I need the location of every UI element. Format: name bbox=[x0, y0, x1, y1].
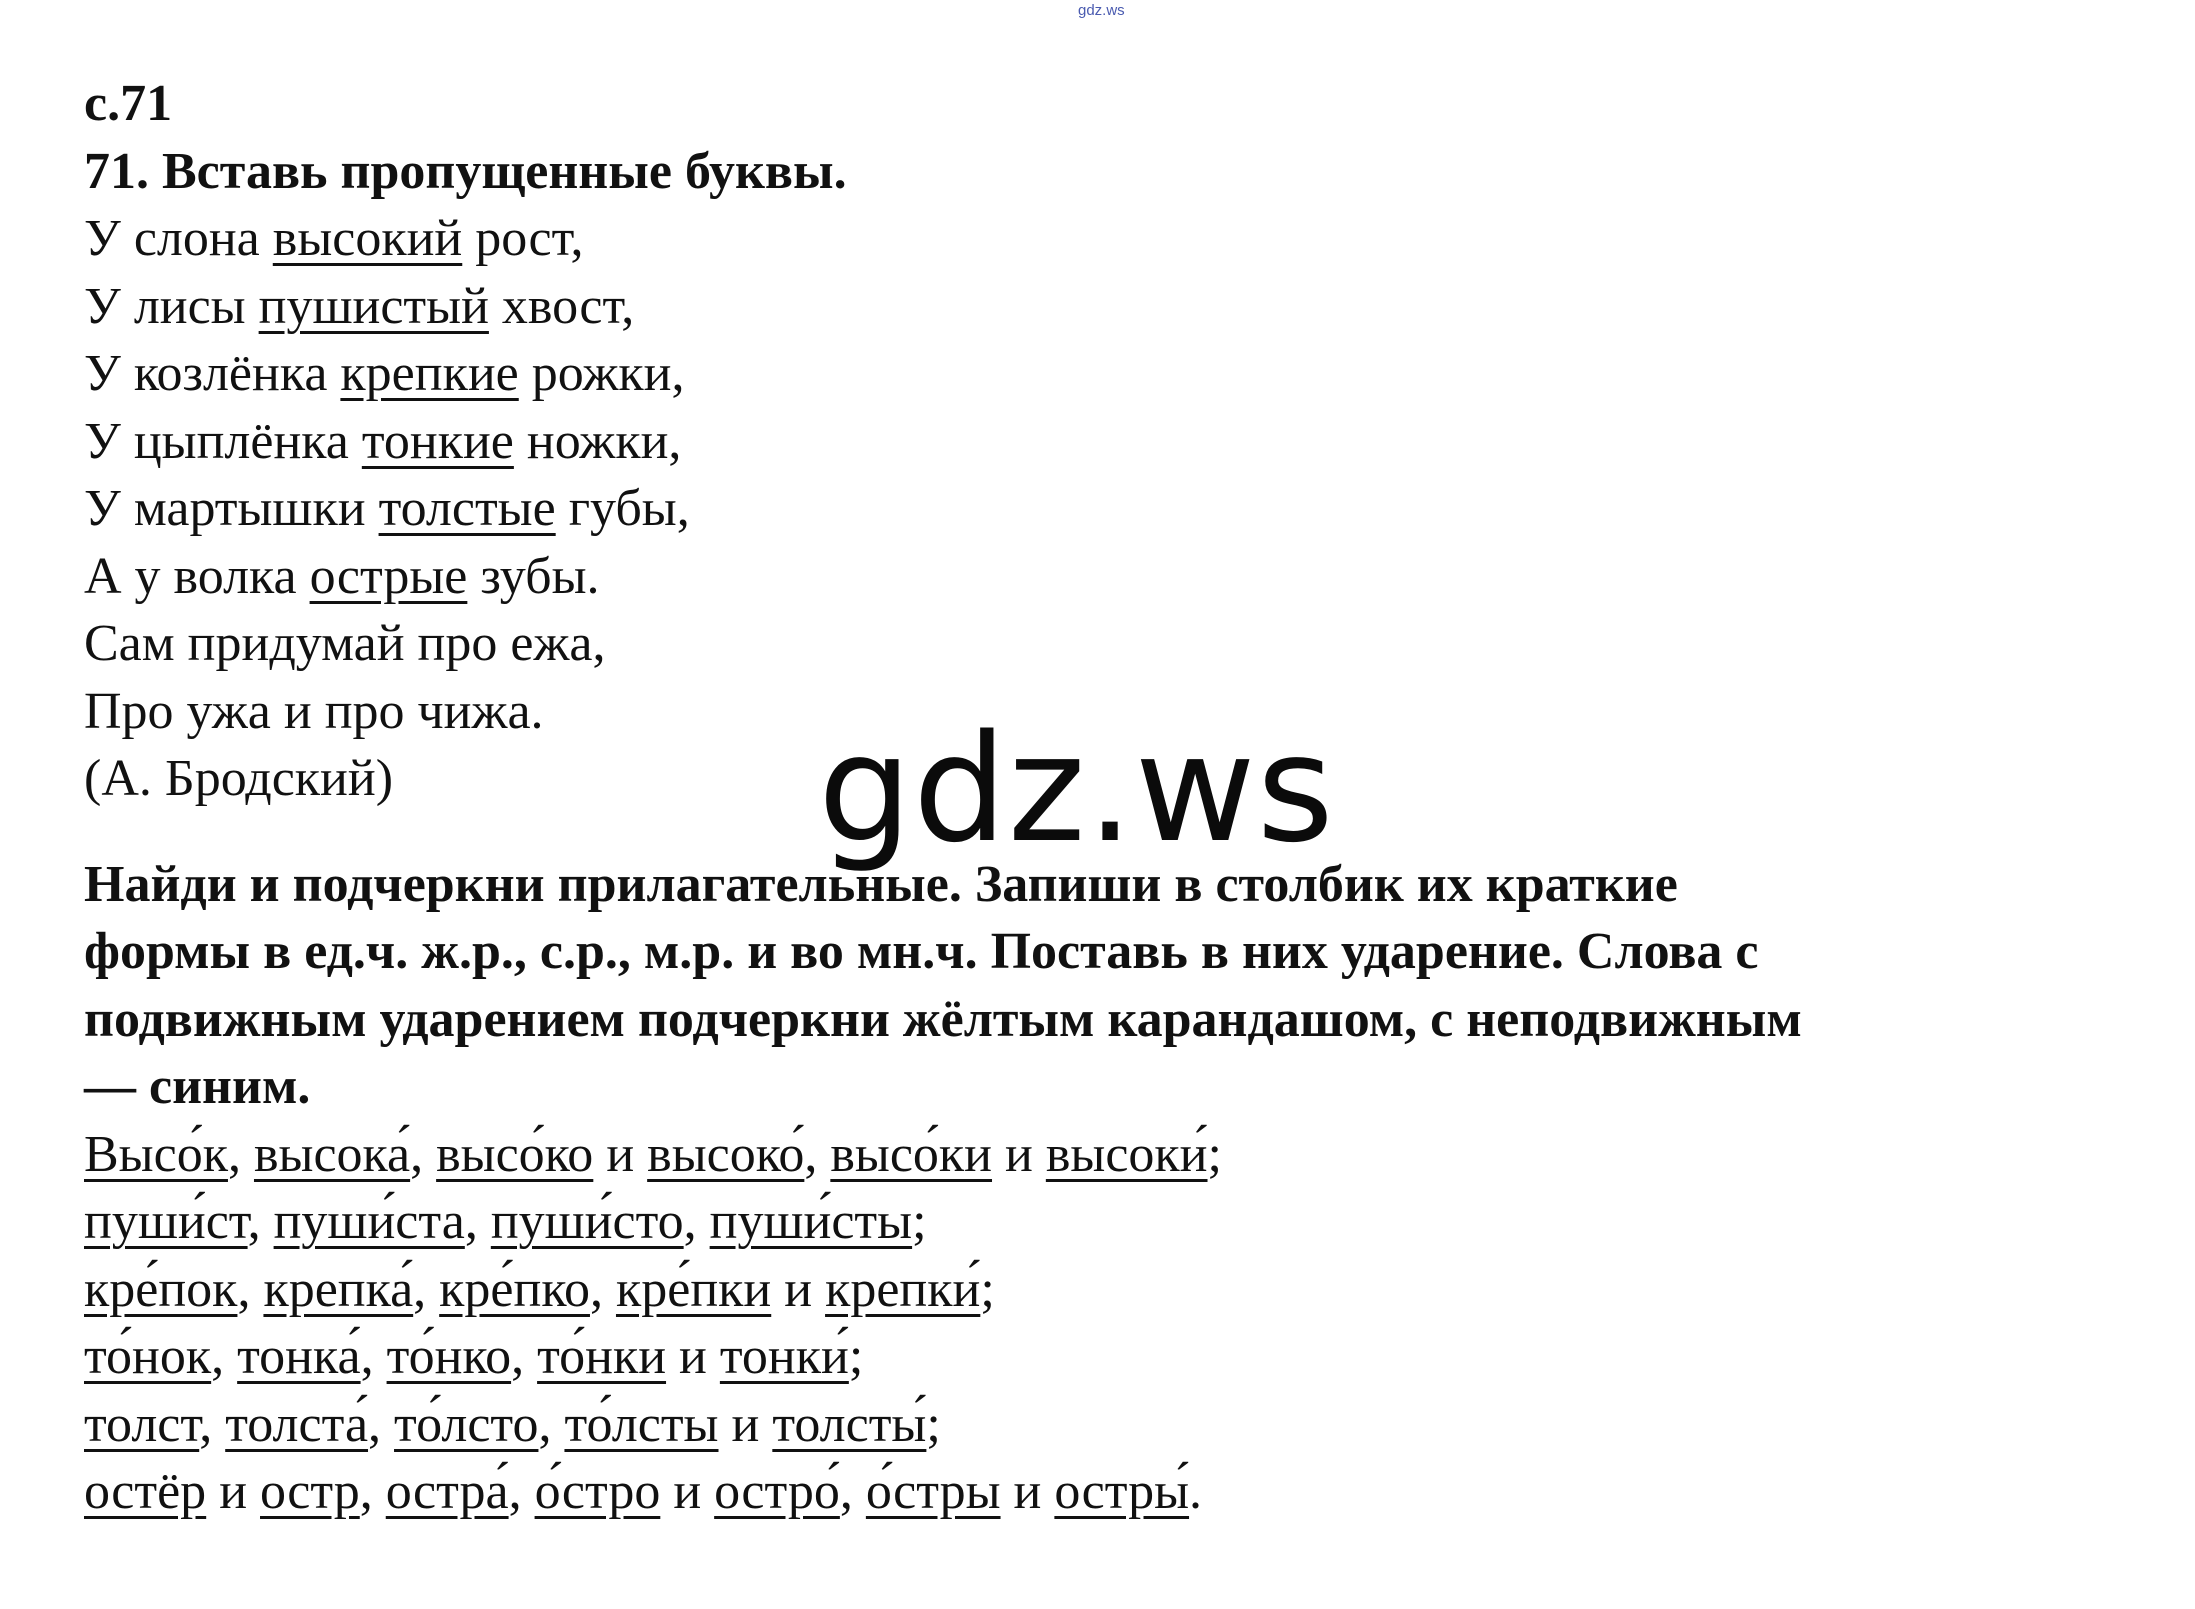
separator: , bbox=[511, 1328, 538, 1385]
separator: , bbox=[247, 1193, 274, 1250]
short-form-word: пуши́сты bbox=[709, 1193, 913, 1250]
separator: и bbox=[992, 1125, 1046, 1183]
short-form-word: толст bbox=[84, 1395, 200, 1453]
underlined-adjective: крепкие bbox=[340, 345, 519, 402]
separator: ; bbox=[1207, 1125, 1222, 1183]
short-form-word: то́лсто bbox=[394, 1395, 539, 1453]
forms-line bbox=[84, 1188, 2144, 1256]
short-form-word: тонки́ bbox=[719, 1328, 849, 1385]
separator: и bbox=[593, 1125, 648, 1183]
underlined-adjective: острые bbox=[309, 547, 468, 605]
poem-line bbox=[84, 205, 2144, 273]
short-form-word: пуши́ст bbox=[84, 1193, 248, 1250]
separator: , bbox=[464, 1193, 491, 1250]
poem-line bbox=[84, 273, 2144, 341]
poem-text: зубы. bbox=[467, 547, 600, 605]
separator: и bbox=[206, 1463, 261, 1520]
poem-text: У мартышки bbox=[84, 480, 379, 537]
short-form-word: то́нко bbox=[386, 1328, 512, 1385]
poem-text: рост, bbox=[462, 210, 584, 267]
separator: , bbox=[237, 1260, 264, 1318]
forms-line bbox=[84, 1121, 2144, 1189]
forms-line bbox=[84, 1391, 2144, 1459]
separator: , bbox=[683, 1193, 710, 1250]
separator: , bbox=[410, 1125, 437, 1183]
separator: ; bbox=[926, 1395, 941, 1453]
separator: , bbox=[413, 1260, 440, 1318]
poem-text: Сам придумай про ежа, bbox=[84, 615, 606, 672]
poem-text: У козлёнка bbox=[84, 345, 341, 402]
separator: , bbox=[508, 1463, 535, 1520]
separator: , bbox=[360, 1328, 387, 1385]
separator: , bbox=[589, 1260, 616, 1318]
short-form-word: высока́ bbox=[253, 1125, 411, 1183]
underlined-adjective: толстые bbox=[378, 480, 556, 537]
separator: . bbox=[1189, 1463, 1203, 1520]
separator: , bbox=[359, 1463, 386, 1520]
short-form-word: то́нок bbox=[84, 1328, 212, 1385]
short-form-word: то́нки bbox=[537, 1328, 667, 1385]
separator: ; bbox=[980, 1260, 995, 1318]
short-form-word: толсты́ bbox=[772, 1395, 927, 1453]
short-form-word: остро́ bbox=[714, 1463, 840, 1520]
underlined-adjective: пушистый bbox=[258, 277, 489, 335]
short-form-word: высоки́ bbox=[1045, 1125, 1208, 1183]
underlined-adjective: тонкие bbox=[361, 412, 514, 470]
short-form-word: остры́ bbox=[1054, 1463, 1190, 1520]
site-mark: gdz.ws bbox=[1078, 2, 1125, 19]
separator: ; bbox=[848, 1328, 864, 1385]
poem-author: (А. Бродский) bbox=[84, 750, 394, 807]
short-form-word: толста́ bbox=[225, 1395, 369, 1453]
poem-text: губы, bbox=[555, 480, 690, 537]
task1-title: 71. Вставь пропущенные буквы. bbox=[84, 142, 847, 200]
poem-text: А у волка bbox=[84, 547, 310, 605]
poem-line bbox=[84, 408, 2144, 476]
short-form-word: то́лсты bbox=[564, 1395, 719, 1453]
separator: , bbox=[211, 1328, 238, 1385]
separator: и bbox=[660, 1463, 715, 1520]
separator: , bbox=[227, 1125, 254, 1183]
short-form-word: остра́ bbox=[385, 1463, 509, 1520]
separator: , bbox=[538, 1395, 565, 1453]
poem-line bbox=[84, 543, 2144, 611]
underlined-adjective: высокий bbox=[272, 210, 463, 267]
instruction-line: подвижным ударением подчеркни жёлтым карандашом, с неподвижным bbox=[84, 990, 1802, 1048]
separator: , bbox=[199, 1395, 226, 1453]
poem-text: хвост, bbox=[488, 277, 635, 335]
poem-text: У слона bbox=[84, 210, 273, 267]
short-form-word: о́стро bbox=[534, 1463, 661, 1520]
poem-text: У цыплёнка bbox=[84, 412, 362, 470]
short-form-word: кре́пок bbox=[84, 1260, 238, 1318]
short-form-word: пуши́сто bbox=[490, 1193, 684, 1250]
poem-line bbox=[84, 610, 2144, 678]
forms-line bbox=[84, 1458, 2144, 1526]
instruction-line: Найди и подчеркни прилагательные. Запиши в столбик их краткие bbox=[84, 855, 1678, 913]
short-form-word: пуши́ста bbox=[273, 1193, 465, 1250]
separator: ; bbox=[912, 1193, 927, 1250]
short-form-word: крепка́ bbox=[263, 1260, 414, 1318]
short-form-word: о́стры bbox=[865, 1463, 1001, 1520]
poem-text: Про ужа и про чижа. bbox=[84, 682, 544, 740]
short-form-word: тонка́ bbox=[237, 1328, 361, 1385]
separator: , bbox=[839, 1463, 866, 1520]
poem-text: У лисы bbox=[84, 277, 259, 335]
poem-line bbox=[84, 475, 2144, 543]
poem bbox=[84, 205, 2144, 745]
instruction-line: — синим. bbox=[84, 1058, 311, 1115]
poem-line bbox=[84, 340, 2144, 408]
forms-line bbox=[84, 1256, 2144, 1324]
separator: и bbox=[666, 1328, 720, 1385]
short-form-word: высо́ко bbox=[436, 1125, 594, 1183]
short-form-word: крепки́ bbox=[825, 1260, 981, 1318]
short-form-word: остёр bbox=[84, 1463, 207, 1520]
watermark: gdz.ws bbox=[818, 703, 1335, 875]
separator: , bbox=[368, 1395, 395, 1453]
short-form-word: Высо́к bbox=[84, 1125, 228, 1183]
separator: и bbox=[718, 1395, 773, 1453]
short-form-word: высо́ки bbox=[830, 1125, 993, 1183]
poem-text: рожки, bbox=[518, 345, 685, 402]
separator: , bbox=[804, 1125, 831, 1183]
short-form-word: кре́пки bbox=[615, 1260, 772, 1318]
task2-instructions bbox=[84, 851, 2144, 1121]
short-form-word: остр bbox=[260, 1463, 360, 1520]
separator: и bbox=[771, 1260, 826, 1318]
short-forms-list bbox=[84, 1121, 2144, 1526]
page-label: с.71 bbox=[84, 75, 173, 132]
forms-line bbox=[84, 1323, 2144, 1391]
poem-text: ножки, bbox=[513, 412, 682, 470]
instruction-line: формы в ед.ч. ж.р., с.р., м.р. и во мн.ч. Поставь в них ударение. Слова с bbox=[84, 923, 1759, 980]
short-form-word: высоко́ bbox=[647, 1125, 805, 1183]
short-form-word: кре́пко bbox=[439, 1260, 590, 1318]
separator: и bbox=[1000, 1463, 1055, 1520]
